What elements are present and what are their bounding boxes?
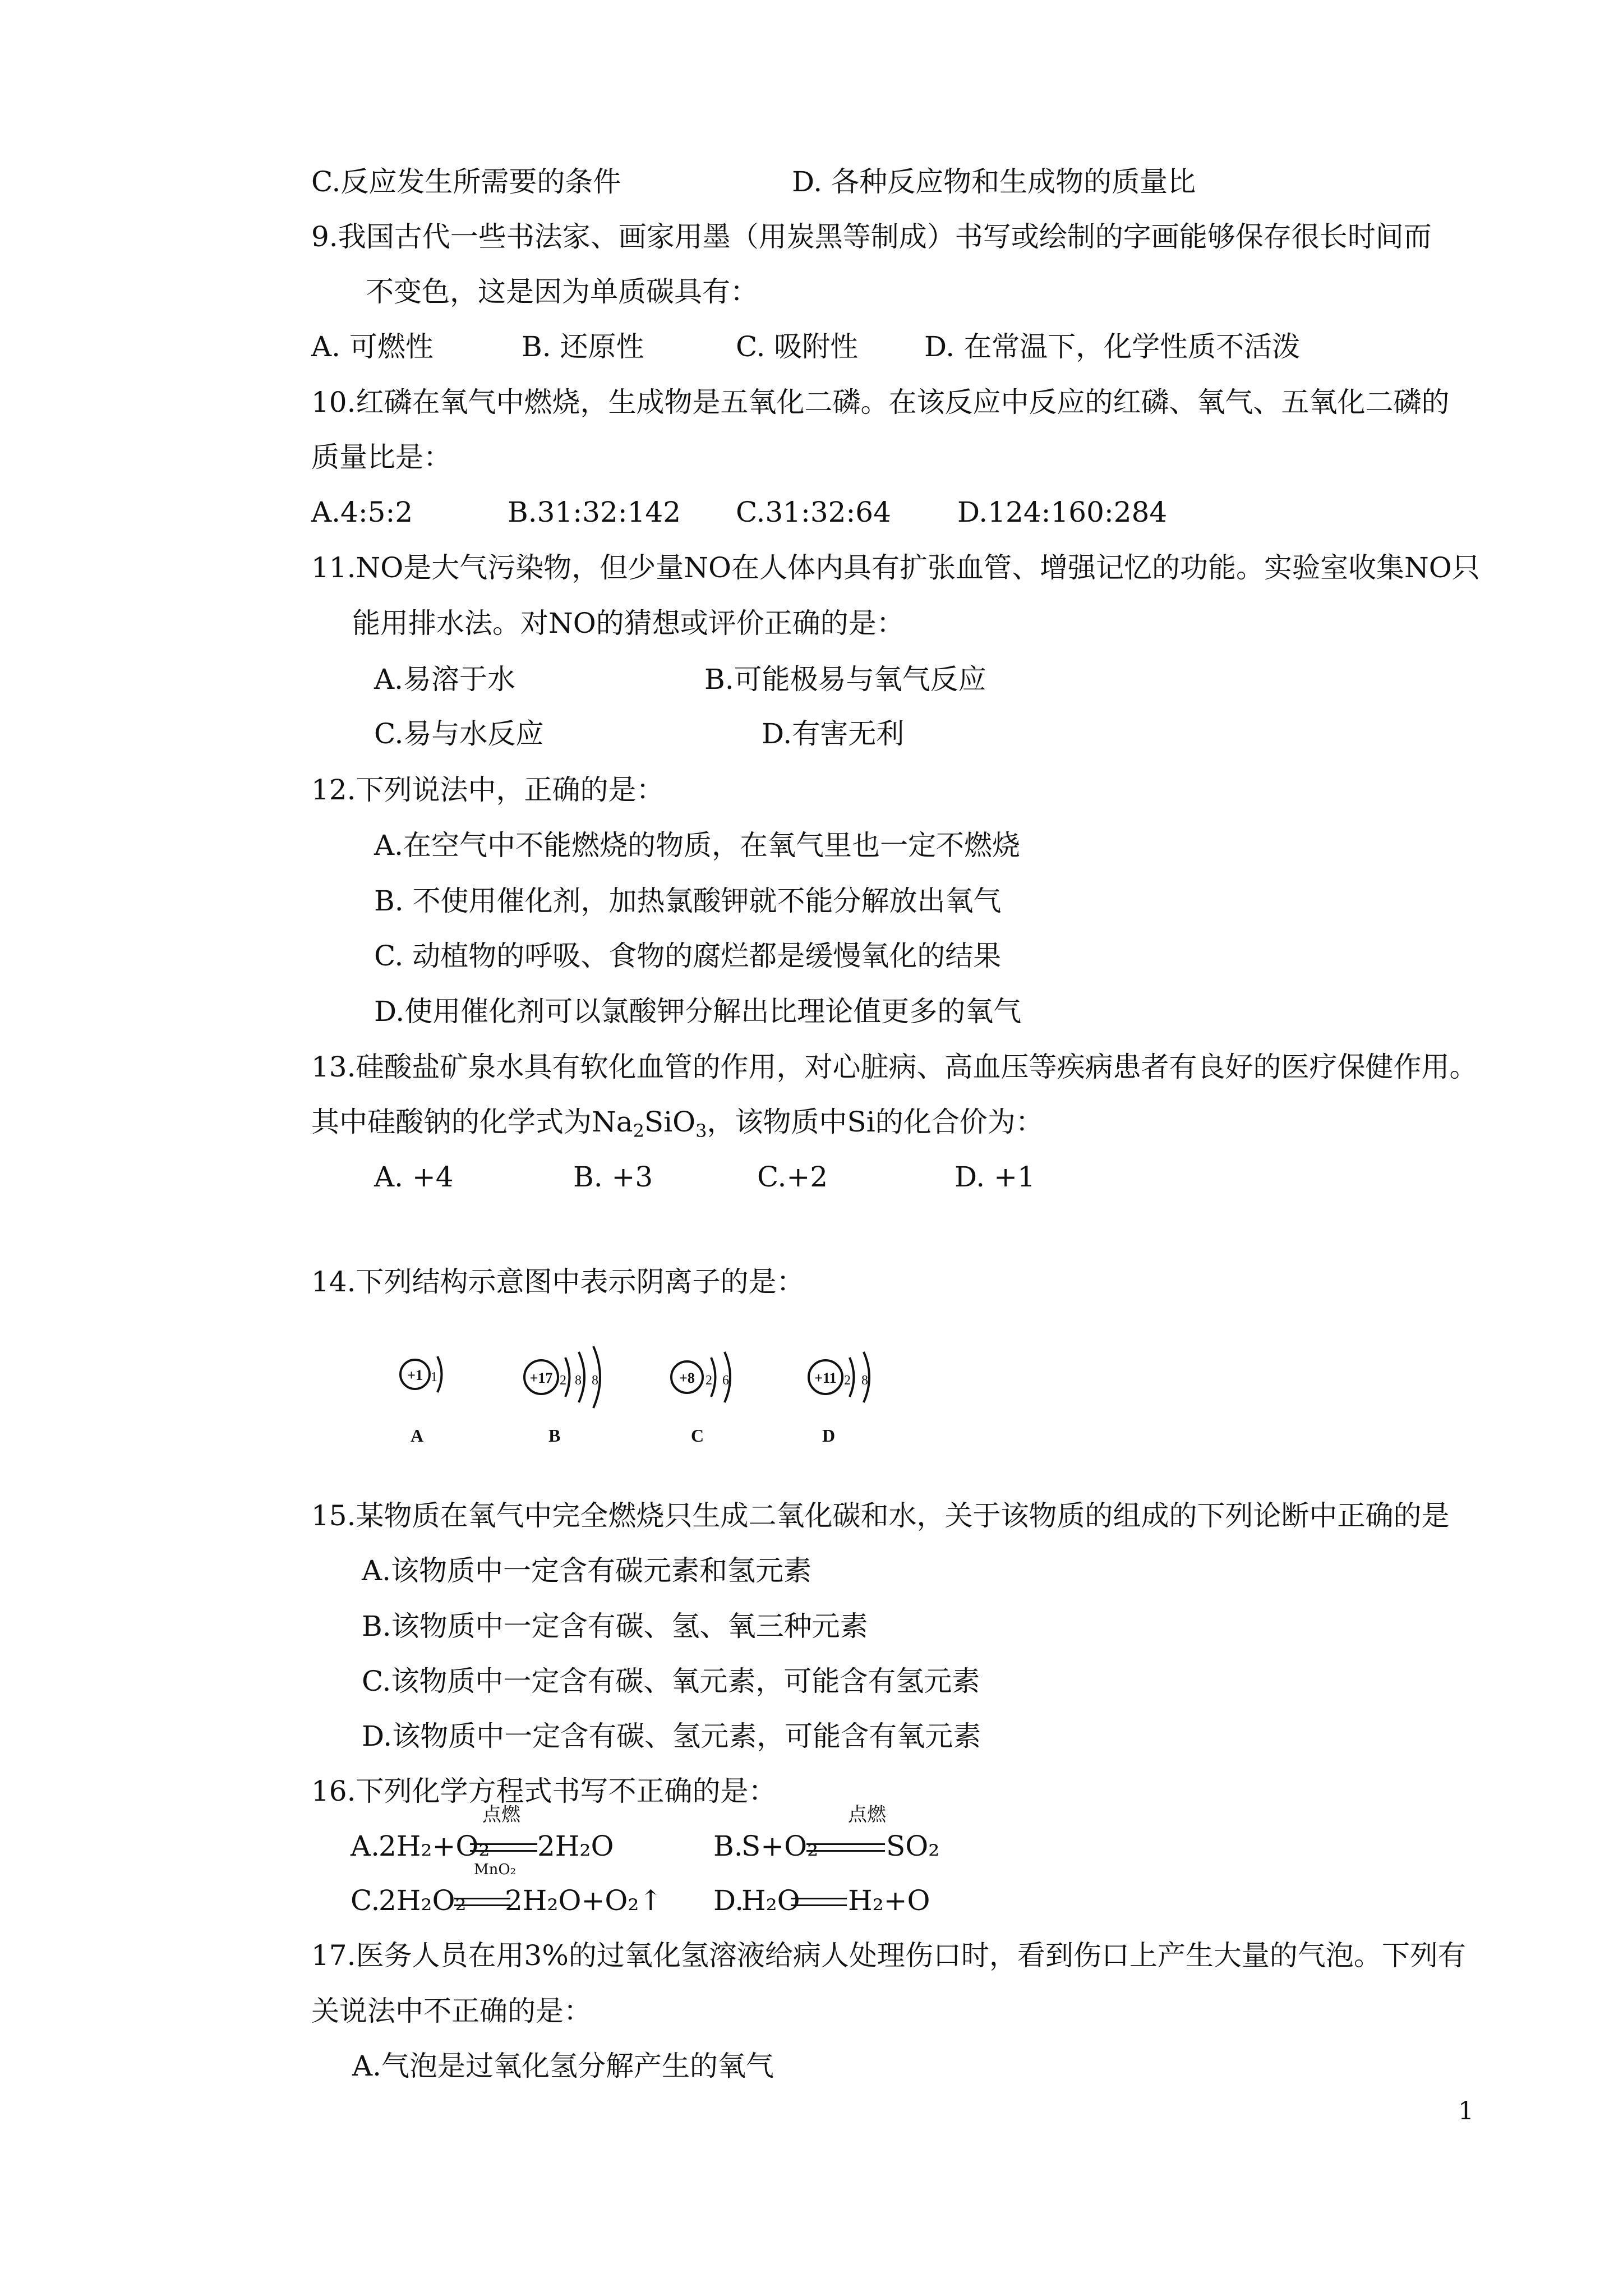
q17-stem-line1: 17.医务人员在用3%的过氧化氢溶液给病人处理伤口时，看到伤口上产生大量的气泡。下列有 [311,1939,1466,1972]
q17-stem-line2: 关说法中不正确的是： [311,1995,592,2027]
q15-option-b: B.该物质中一定含有碳、氢、氧三种元素 [362,1610,868,1642]
atom-diagram-b [524,1346,600,1446]
q17-option-a: A.气泡是过氧化氢分解产生的氧气 [352,2050,774,2082]
atom-a-shell-1: 1 [431,1370,437,1384]
atom-diagram-c [671,1352,730,1446]
q16-stem: 16.下列化学方程式书写不正确的是： [311,1775,777,1807]
q11-option-c: C.易与水反应 [374,717,544,750]
equation-b-condition: 点燃 [848,1803,886,1826]
q15-option-a: A.该物质中一定含有碳元素和氢元素 [362,1554,812,1587]
q13-option-c: C.+2 [757,1161,828,1193]
q13-text-mid: SiO [644,1106,696,1138]
equation-b-left: S+O₂ [741,1830,819,1862]
q9-option-b: B. 还原性 [522,330,644,363]
equation-c-label: C. [351,1884,380,1917]
q10-stem-line2: 质量比是： [311,441,451,473]
q8-option-d: D. 各种反应物和生成物的质量比 [792,165,1196,198]
page-number: 1 [1458,2097,1474,2125]
atom-d-shell-2: 8 [861,1373,868,1388]
q12-option-d: D.使用催化剂可以氯酸钾分解出比理论值更多的氧气 [374,995,1022,1028]
equation-a-right: 2H₂O [537,1830,614,1862]
q11-stem-line1: 11.NO是大气污染物，但少量NO在人体内具有扩张血管、增强记忆的功能。实验室收集NO只 [311,551,1480,584]
equation-a-label: A. [351,1830,380,1862]
q13-stem-line2 [311,1105,1044,1142]
q13-text-pre: 其中硅酸钠的化学式为Na [311,1106,633,1138]
q11-option-d: D.有害无利 [762,717,905,750]
atom-b-nucleus: +17 [529,1370,553,1386]
q10-option-d: D.124:160:284 [957,496,1168,528]
atom-c-nucleus: +8 [679,1370,695,1386]
equation-c-left: 2H₂O₂ [379,1884,467,1917]
q13-option-a: A. +4 [374,1161,454,1193]
atom-d-shell-1: 2 [844,1373,851,1388]
equation-a-equals [470,1843,537,1852]
q11-option-a: A.易溶于水 [374,663,516,696]
q10-stem-line1: 10.红磷在氧气中燃烧，生成物是五氧化二磷。在该反应中反应的红磷、氧气、五氧化二磷的 [311,386,1450,418]
q9-option-c: C. 吸附性 [736,330,859,363]
q13-option-b: B. +3 [573,1161,653,1193]
q15-option-d: D.该物质中一定含有碳、氢元素，可能含有氧元素 [362,1720,981,1752]
q11-option-b: B.可能极易与氧气反应 [704,663,986,696]
q13-sub-1: 2 [633,1120,644,1142]
q13-stem-line1: 13.硅酸盐矿泉水具有软化血管的作用，对心脏病、高血压等疾病患者有良好的医疗保健作用。 [311,1051,1478,1083]
q14-stem: 14.下列结构示意图中表示阴离子的是： [311,1266,805,1298]
atom-a-nucleus: +1 [407,1367,423,1383]
atom-b-shell-3: 8 [592,1373,598,1388]
atom-a-label: A [411,1425,424,1446]
atom-c-shell-2: 6 [722,1373,729,1388]
atom-b-shell-1: 2 [560,1373,566,1388]
q10-option-c: C.31:32:64 [736,496,891,528]
q15-option-c: C.该物质中一定含有碳、氧元素，可能含有氢元素 [362,1665,980,1697]
atom-b-label: B [548,1425,561,1446]
q9-stem-line2: 不变色，这是因为单质碳具有： [366,275,758,308]
q10-option-b: B.31:32:142 [508,496,681,528]
atom-diagram-d [809,1352,869,1446]
atom-diagram-a [400,1356,442,1446]
equation-d-equals [791,1898,847,1906]
q12-option-c: C. 动植物的呼吸、食物的腐烂都是缓慢氧化的结果 [374,940,1002,972]
q13-text-post: ，该物质中Si的化合价为： [707,1106,1044,1138]
atom-structure-diagrams [381,1335,914,1464]
atom-b-shell-2: 8 [575,1373,582,1388]
atom-d-label: D [822,1425,836,1446]
q9-option-d: D. 在常温下，化学性质不活泼 [924,330,1301,363]
q13-option-d: D. +1 [955,1161,1035,1193]
q12-option-b: B. 不使用催化剂，加热氯酸钾就不能分解放出氧气 [374,885,1002,917]
equation-d-label: D. [713,1884,744,1917]
atom-d-nucleus: +11 [814,1370,837,1386]
q12-option-a: A.在空气中不能燃烧的物质，在氧气里也一定不燃烧 [374,829,1021,862]
q10-option-a: A.4:5:2 [311,496,413,528]
q12-stem: 12.下列说法中，正确的是： [311,774,665,806]
equation-c-equals [454,1898,510,1906]
equation-b-right: SO₂ [886,1830,940,1862]
equation-a-left: 2H₂+O₂ [379,1830,490,1862]
equation-c-right: 2H₂O+O₂↑ [505,1884,663,1917]
q11-stem-line2: 能用排水法。对NO的猜想或评价正确的是： [352,607,905,639]
equation-d-right: H₂+O [848,1884,930,1917]
q15-stem: 15.某物质在氧气中完全燃烧只生成二氧化碳和水，关于该物质的组成的下列论断中正确的是 [311,1499,1450,1532]
equation-d-left: H₂O [741,1884,800,1917]
equation-b-equals [806,1843,885,1852]
q8-option-c: C.反应发生所需要的条件 [311,165,621,198]
q9-option-a: A. 可燃性 [311,330,434,363]
equation-a-condition: 点燃 [482,1803,520,1826]
equation-c-condition: MnO₂ [474,1861,517,1878]
atom-c-shell-1: 2 [706,1373,712,1388]
q9-stem-line1: 9.我国古代一些书法家、画家用墨（用炭黑等制成）书写或绘制的字画能够保存很长时间而 [311,220,1432,253]
q13-sub-2: 3 [695,1120,707,1142]
equation-b-label: B. [713,1830,743,1862]
atom-c-label: C [691,1425,704,1446]
